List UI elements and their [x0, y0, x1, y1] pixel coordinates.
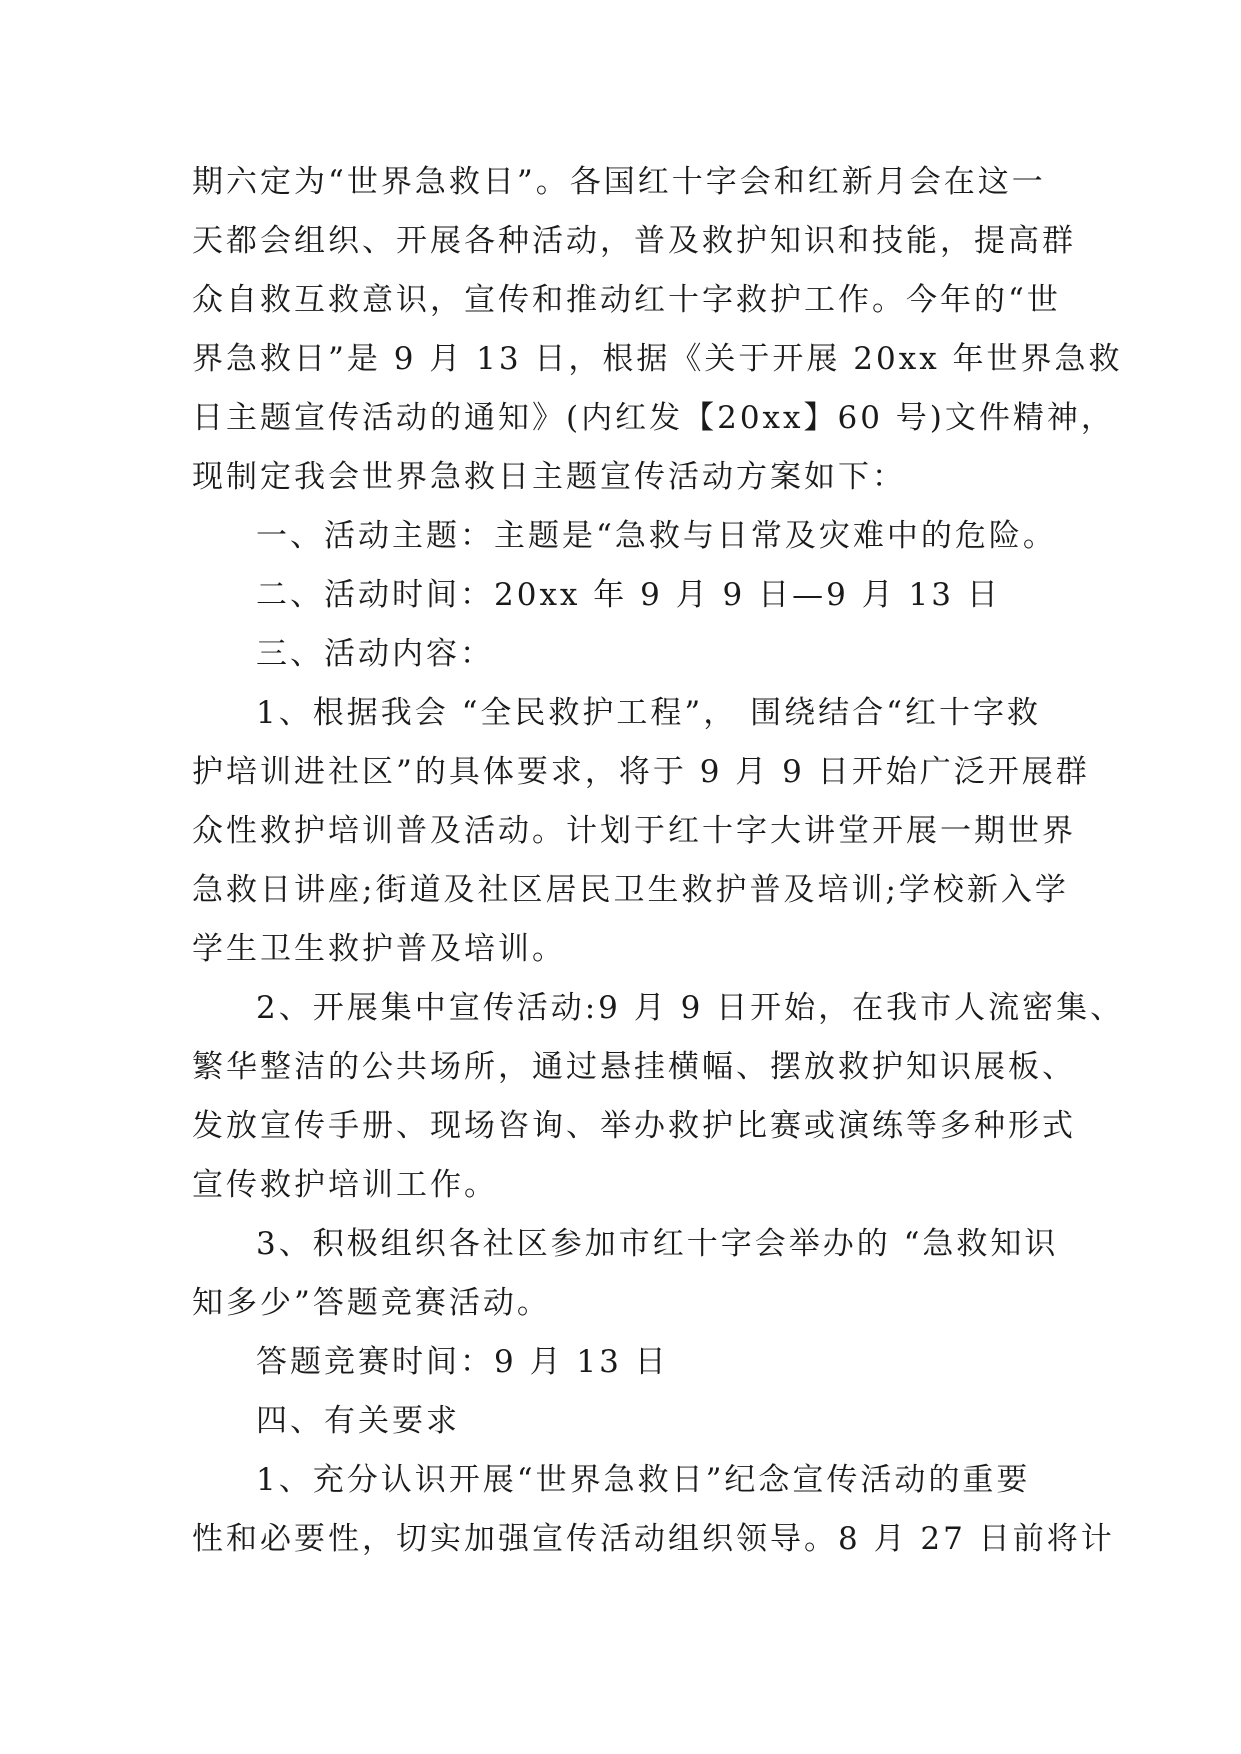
- text-line: 学生卫生救护普及培训。: [192, 931, 566, 967]
- text-line: 天都会组织、开展各种活动，普及救护知识和技能，提高群: [192, 223, 1076, 259]
- text-line: 急救日讲座;街道及社区居民卫生救护普及培训;学校新入学: [192, 872, 1069, 908]
- list-item-1-start: 1、根据我会 “全民救护工程”， 围绕结合“红十字救: [256, 695, 1041, 731]
- section-heading-content: 三、活动内容：: [256, 636, 494, 672]
- text-line: 性和必要性，切实加强宣传活动组织领导。8 月 27 日前将计: [192, 1521, 1115, 1557]
- text-line: 护培训进社区”的具体要求，将于 9 月 9 日开始广泛开展群: [192, 754, 1090, 790]
- quiz-time-line: 答题竞赛时间：9 月 13 日: [256, 1344, 669, 1380]
- text-line: 知多少”答题竞赛活动。: [192, 1285, 551, 1321]
- list-item-2-start: 2、开展集中宣传活动:9 月 9 日开始，在我市人流密集、: [256, 990, 1125, 1026]
- body-text: [192, 153, 1125, 1569]
- section-heading-theme: 一、活动主题：主题是“急救与日常及灾难中的危险。: [256, 518, 1057, 554]
- text-line: 繁华整洁的公共场所，通过悬挂横幅、摆放救护知识展板、: [192, 1049, 1076, 1085]
- text-line: 界急救日”是 9 月 13 日，根据《关于开展 20xx 年世界急救: [192, 341, 1123, 377]
- list-item-3-start: 3、积极组织各社区参加市红十字会举办的 “急救知识: [256, 1226, 1059, 1262]
- text-line: 发放宣传手册、现场咨询、举办救护比赛或演练等多种形式: [192, 1108, 1076, 1144]
- text-line: 众自救互救意识，宣传和推动红十字救护工作。今年的“世: [192, 282, 1061, 318]
- text-line: 宣传救护培训工作。: [192, 1167, 498, 1203]
- requirement-item-1-start: 1、充分认识开展“世界急救日”纪念宣传活动的重要: [256, 1462, 1031, 1498]
- section-heading-requirements: 四、有关要求: [256, 1403, 460, 1439]
- text-line: 期六定为“世界急救日”。各国红十字会和红新月会在这一: [192, 164, 1046, 200]
- text-line: 现制定我会世界急救日主题宣传活动方案如下：: [192, 459, 906, 495]
- text-line: 日主题宣传活动的通知》(内红发【20xx】60 号)文件精神，: [192, 400, 1115, 436]
- section-heading-time: 二、活动时间：20xx 年 9 月 9 日—9 月 13 日: [256, 577, 1001, 613]
- text-line: 众性救护培训普及活动。计划于红十字大讲堂开展一期世界: [192, 813, 1076, 849]
